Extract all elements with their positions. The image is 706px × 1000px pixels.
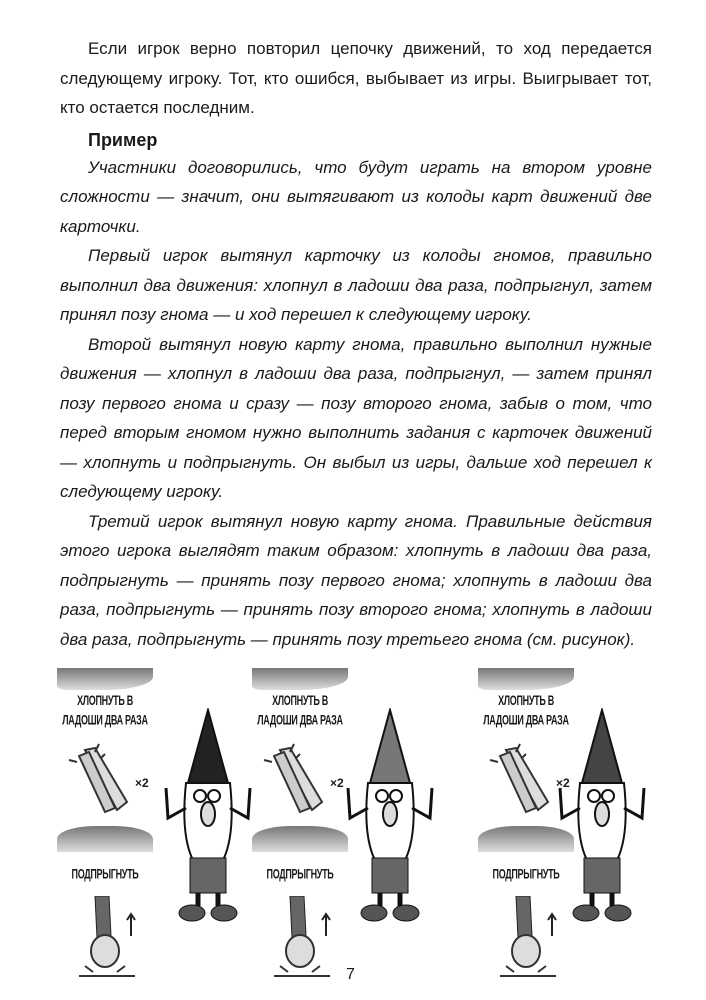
repeat-count: ×2 (330, 776, 344, 790)
jump-label: ПОДПРЫГНУТЬ (492, 866, 560, 882)
card-divider (252, 668, 348, 690)
clapping-hands-icon (260, 740, 330, 820)
jumping-foot-icon (75, 896, 145, 981)
jump-label: ПОДПРЫГНУТЬ (266, 866, 334, 882)
clap-label: ХЛОПНУТЬ В ЛАДОШИ ДВА РАЗА (483, 693, 569, 728)
gnome-pose-illustration (340, 708, 440, 928)
card-divider (252, 826, 348, 852)
gnome-pose-illustration (552, 708, 652, 928)
page-text (60, 34, 652, 986)
jump-label: ПОДПРЫГНУТЬ (71, 866, 139, 882)
clapping-hands-icon (65, 740, 135, 820)
clapping-hands-icon (486, 740, 556, 820)
paragraph-second-player: Второй вытянул новую карту гнома, правильно выполнил нужные движения — хлопнул в ладоши два раза, подпрыгнул, — затем принял позу первого гнома и сразу — позу второго гнома, забыв о том, что перед вторым гномом нужно выполнить задания с карточек движений — хлопнуть и подпрыгнуть. Он выбыл из игры, дальше ход перешел к следующему игроку. (60, 334, 652, 501)
repeat-count: ×2 (135, 776, 149, 790)
section-heading: Пример (88, 129, 158, 150)
card-divider (57, 826, 153, 852)
card-divider (57, 668, 153, 690)
clap-label: ХЛОПНУТЬ В ЛАДОШИ ДВА РАЗА (62, 693, 148, 728)
clap-label: ХЛОПНУТЬ В ЛАДОШИ ДВА РАЗА (257, 693, 343, 728)
paragraph-rules: Если игрок верно повторил цепочку движений, то ход передается следующему игроку. Тот, кто ошибся, выбывает из игры. Выигрывает тот, кто остается последним. (60, 39, 652, 117)
paragraph-third-player: Третий игрок вытянул новую карту гнома. Правильные действия этого игрока выглядят таким образом: хлопнуть в ладоши два раза, подпрыгнуть — принять позу первого гнома; хлопнуть в ладоши два раза, подпрыгнуть — принять позу второго гнома; хлопнуть в ладоши два раза, подпрыгнуть — принять позу третьего гнома (см. рисунок). (60, 511, 652, 649)
paragraph-first-player: Первый игрок вытянул карточку из колоды гномов, правильно выполнил два движения: хлопнул в ладоши два раза, подпрыгнул, затем принял позу гнома — и ход перешел к следующему игроку. (60, 246, 652, 324)
card-divider (478, 668, 574, 690)
gnome-pose-illustration (158, 708, 258, 928)
movement-card (57, 668, 153, 983)
paragraph-example-intro: Участники договорились, что будут играть на втором уровне сложности — значит, они вытягивают из колоды карт движений две карточки. (60, 157, 652, 236)
page-number: 7 (346, 966, 355, 983)
movement-card (252, 668, 348, 983)
jumping-foot-icon (270, 896, 340, 981)
figure-gnome-sequence (0, 668, 706, 986)
repeat-count: ×2 (556, 776, 570, 790)
